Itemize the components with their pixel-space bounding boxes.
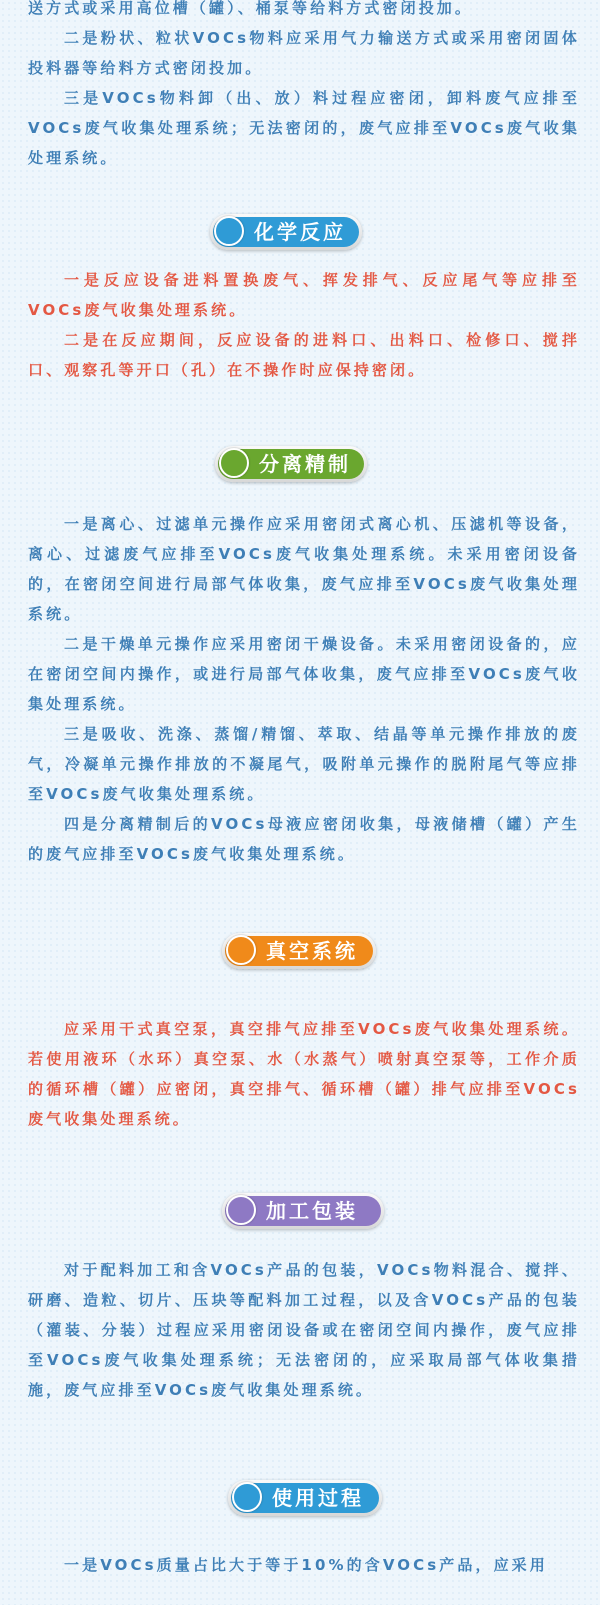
- paragraph-usage-1: 一是VOCs质量占比大于等于10%的含VOCs产品，应采用: [64, 1556, 548, 1574]
- section-title: 化学反应: [254, 220, 346, 244]
- paragraph-reaction-2: 二是在反应期间，反应设备的进料口、出料口、检修口、搅拌口、观察孔等开口（孔）在不操作时应保持密闭。: [28, 331, 580, 379]
- paragraph-feeding-continued: 送方式或采用高位槽（罐）、桶泵等给料方式密闭投加。: [28, 0, 474, 17]
- section-bullet-icon: [226, 935, 256, 965]
- section-title: 真空系统: [266, 939, 358, 963]
- section-bullet-icon: [219, 448, 249, 478]
- paragraph-separation-3: 三是吸收、洗涤、蒸馏/精馏、萃取、结晶等单元操作排放的废气，冷凝单元操作排放的不凝尾气，吸附单元操作的脱附尾气等应排至VOCs废气收集处理系统。: [28, 725, 580, 803]
- section-title: 加工包装: [266, 1199, 358, 1223]
- section-header-vacuum: [222, 933, 376, 969]
- paragraph-separation-2: 二是干燥单元操作应采用密闭干燥设备。未采用密闭设备的，应在密闭空间内操作，或进行局部气体收集，废气应排至VOCs废气收集处理系统。: [28, 635, 580, 713]
- section-header-usage: [228, 1480, 382, 1516]
- paragraph-separation-1: 一是离心、过滤单元操作应采用密闭式离心机、压滤机等设备，离心、过滤废气应排至VOCs废气收集处理系统。未采用密闭设备的，在密闭空间进行局部气体收集，废气应排至VOCs废气收集处理系统。: [28, 515, 580, 623]
- paragraph-reaction-1: 一是反应设备进料置换废气、挥发排气、反应尾气等应排至 VOCs废气收集处理系统。: [28, 271, 580, 319]
- section-bullet-icon: [214, 216, 244, 246]
- section-title: 使用过程: [272, 1486, 364, 1510]
- section-bullet-icon: [226, 1195, 256, 1225]
- section-header-processing-packaging: [222, 1193, 384, 1229]
- section-bullet-icon: [232, 1482, 262, 1512]
- paragraph-vacuum: 应采用干式真空泵，真空排气应排至VOCs废气收集处理系统。若使用液环（水环）真空泵、水（水蒸气）喷射真空泵等，工作介质的循环槽（罐）应密闭，真空排气、循环槽（罐）排气应排至VOCs废气收集处理系统。: [28, 1020, 580, 1128]
- paragraph-processing-packaging: 对于配料加工和含VOCs产品的包装，VOCs物料混合、搅拌、研磨、造粒、切片、压块等配料加工过程，以及含VOCs产品的包装（灌装、分装）过程应采用密闭设备或在密闭空间内操作，废气应排至VOCs废气收集处理系统；无法密闭的，应采取局部气体收集措施，废气应排至VOCs废气收集处理系统。: [28, 1261, 580, 1399]
- paragraph-separation-4: 四是分离精制后的VOCs母液应密闭收集，母液储槽（罐）产生的废气应排至VOCs废气收集处理系统。: [28, 815, 580, 863]
- paragraph-unloading: 三是VOCs物料卸（出、放）料过程应密闭，卸料废气应排至VOCs废气收集处理系统；无法密闭的，废气应排至VOCs废气收集处理系统。: [28, 89, 580, 167]
- section-header-separation: [215, 446, 367, 482]
- paragraph-powder-feeding: 二是粉状、粒状VOCs物料应采用气力输送方式或采用密闭固体投料器等给料方式密闭投加。: [28, 29, 580, 77]
- section-title: 分离精制: [259, 452, 351, 476]
- section-header-chemical-reaction: [210, 214, 362, 250]
